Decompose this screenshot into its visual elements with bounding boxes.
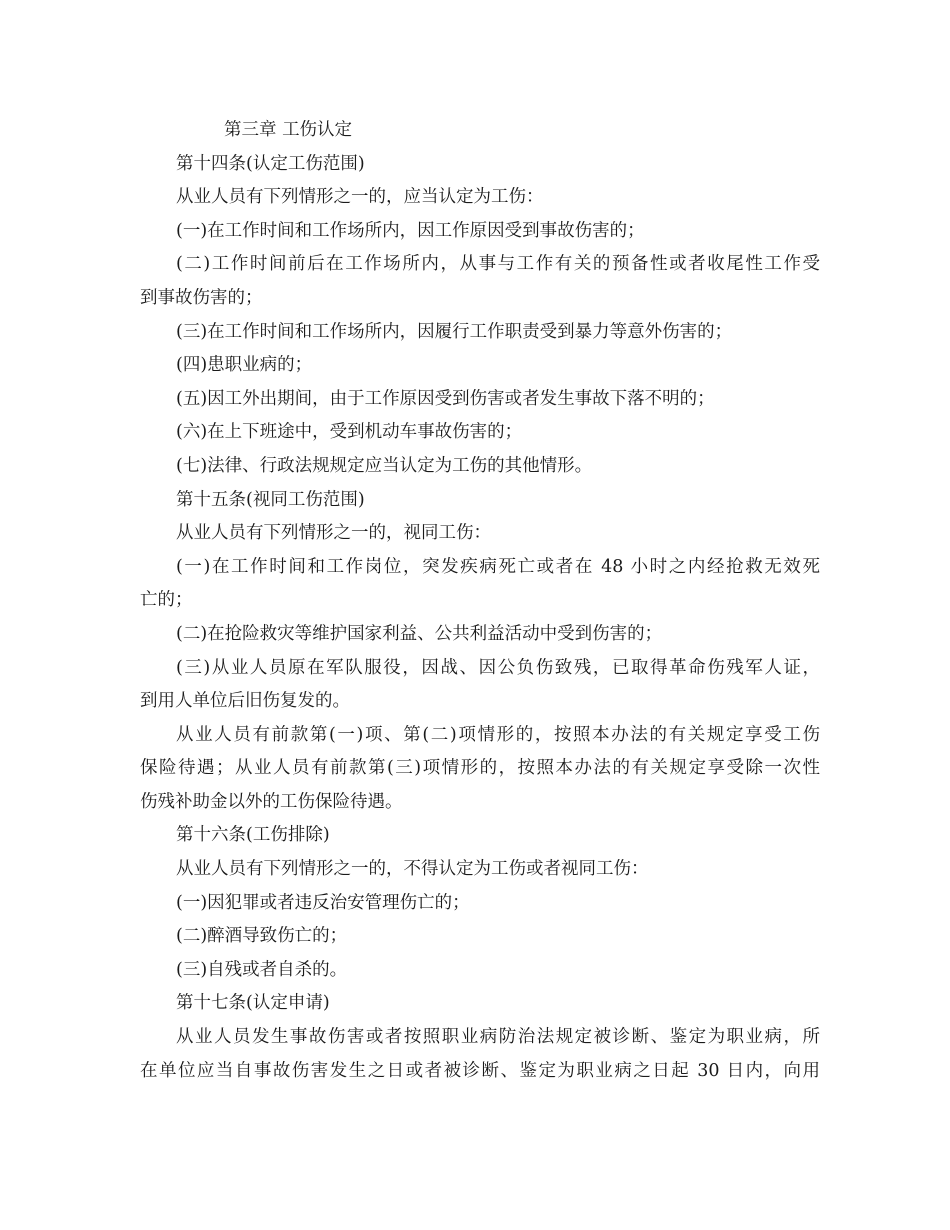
article-16-item-2: (二)醉酒导致伤亡的；: [176, 926, 348, 947]
article-14-item-1: (一)在工作时间和工作场所内，因工作原因受到事故伤害的；: [176, 220, 645, 241]
chapter-title: 第三章 工伤认定: [224, 120, 353, 140]
article-16-item-3: (三)自残或者自杀的。: [176, 959, 348, 980]
article-14-item-6: (六)在上下班途中，受到机动车事故伤害的；: [176, 422, 523, 443]
article-16-heading: 第十六条(工伤排除): [176, 825, 330, 846]
article-16-item-1: (一)因犯罪或者违反治安管理伤亡的；: [176, 892, 470, 913]
article-15-intro: 从业人员有下列情形之一的，视同工伤：: [176, 523, 491, 544]
article-15-item-3-line-1: (三)从业人员原在军队服役，因战、因公负伤致残，已取得革命伤残军人证，: [176, 657, 820, 678]
article-15-item-3-line-2: 到用人单位后旧伤复发的。: [140, 691, 350, 712]
article-14-intro: 从业人员有下列情形之一的，应当认定为工伤：: [176, 187, 544, 208]
document-body: [140, 114, 820, 1088]
article-15-paragraph-line-1: 从业人员有前款第(一)项、第(二)项情形的，按照本办法的有关规定享受工伤: [176, 724, 820, 745]
article-14-item-7: (七)法律、行政法规规定应当认定为工伤的其他情形。: [176, 455, 593, 476]
article-14-item-3: (三)在工作时间和工作场所内，因履行工作职责受到暴力等意外伤害的；: [176, 321, 733, 342]
article-14-item-4: (四)患职业病的；: [176, 355, 313, 376]
article-15-heading: 第十五条(视同工伤范围): [176, 489, 365, 510]
article-17-heading: 第十七条(认定申请): [176, 993, 330, 1014]
article-15-item-2: (二)在抢险救灾等维护国家利益、公共利益活动中受到伤害的；: [176, 623, 663, 644]
article-17-paragraph-line-2: 在单位应当自事故伤害发生之日或者被诊断、鉴定为职业病之日起 30 日内，向用: [140, 1060, 820, 1081]
article-15-paragraph-line-3: 伤残补助金以外的工伤保险待遇。: [140, 791, 403, 812]
article-14-heading: 第十四条(认定工伤范围): [176, 153, 365, 174]
article-15-item-1-line-2: 亡的；: [140, 590, 193, 611]
article-15-item-1-line-1: (一)在工作时间和工作岗位，突发疾病死亡或者在 48 小时之内经抢救无效死: [176, 556, 820, 577]
article-14-item-2-line-2: 到事故伤害的；: [140, 287, 263, 308]
article-14-item-2-line-1: (二)工作时间前后在工作场所内，从事与工作有关的预备性或者收尾性工作受: [176, 254, 820, 275]
article-17-paragraph-line-1: 从业人员发生事故伤害或者按照职业病防治法规定被诊断、鉴定为职业病，所: [176, 1027, 820, 1048]
article-16-intro: 从业人员有下列情形之一的，不得认定为工伤或者视同工伤：: [176, 859, 649, 880]
article-14-item-5: (五)因工外出期间，由于工作原因受到伤害或者发生事故下落不明的；: [176, 388, 715, 409]
article-15-paragraph-line-2: 保险待遇；从业人员有前款第(三)项情形的，按照本办法的有关规定享受除一次性: [140, 758, 820, 779]
